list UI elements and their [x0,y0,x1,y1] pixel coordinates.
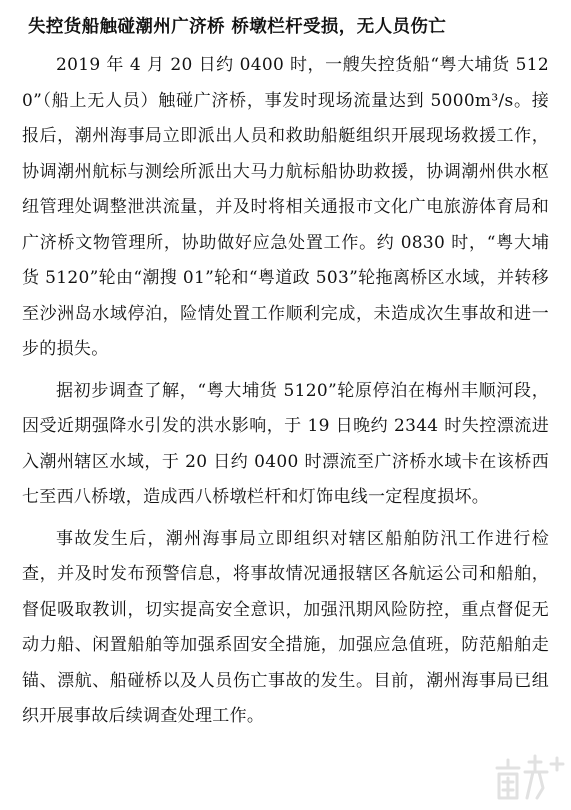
article-paragraph-2: 据初步调查了解，“粤大埔货 5120”轮原停泊在梅州丰顺河段，因受近期强降水引发的洪水影响，于 19 日晚约 2344 时失控漂流进入潮州辖区水域，于 20 日约 0400 时漂流至广济桥水域卡在该桥西七至西八桥墩，造成西八桥墩栏杆和灯饰电线一定程度损坏。 [22,380,549,507]
article-title: 失控货船触碰潮州广济桥 桥墩栏杆受损，无人员伤亡 [28,17,447,37]
article-paragraph-3: 事故发生后，潮州海事局立即组织对辖区船舶防汛工作进行检查，并及时发布预警信息，将事故情况通报辖区各航运公司和船舶，督促吸取教训，切实提高安全意识，加强汛期风险防控，重点督促无动力船、闲置船舶等加强系固安全措施，加强应急值班，防范船舶走锚、漂航、船碰桥以及人员伤亡事故的发生。目前，潮州海事局已组织开展事故后续调查处理工作。 [22,528,549,726]
article-paragraph-1: 2019 年 4 月 20 日约 0400 时，一艘失控货船“粤大埔货 5120”（船上无人员）触碰广济桥，事发时现场流量达到 5000m³/s。接报后，潮州海事局立即派出人员和救助船艇组织开展现场救援工作，协调潮州航标与测绘所派出大马力航标船协助救援，协调潮州供水枢纽管理处调整泄洪流量，并及时将相关通报市文化广电旅游体育局和广济桥文物管理所，协助做好应急处置工作。约 0830 时，“粤大埔货 5120”轮由“潮搜 01”轮和“粤道政 503”轮拖离桥区水域，并转移至沙洲岛水域停泊，险情处置工作顺利完成，未造成次生事故和进一步的损失。 [22,55,549,359]
nanfang-plus-watermark-logo [491,748,565,806]
